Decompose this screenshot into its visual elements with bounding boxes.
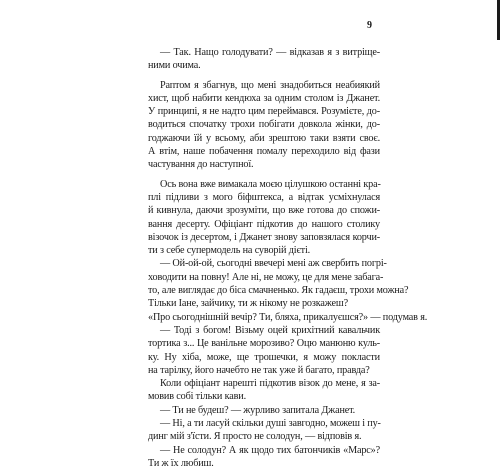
text-line: Коли офіціант нарешті підкотив візок до мене, я за- [160, 378, 380, 390]
paragraph [148, 178, 428, 470]
paragraph [148, 46, 380, 73]
page-number: 9 [367, 20, 372, 31]
text-line: годжаючи їй у всьому, аби зрештою таки взяти своє. [148, 132, 380, 144]
text-line: мовив собі тільки кави. [148, 391, 246, 403]
text-line: вання десерту. Офіціант підкотив до нашого столику [148, 218, 380, 230]
text-line: водиться спочатку трохи побігати довкола жінки, до- [148, 119, 380, 131]
text-line: — Ой-ой-ой, сьогодні ввечері мені аж свербить погрі- [160, 258, 387, 270]
text-line: Тільки Іане, зайчику, ти ж нікому не розкажеш? [148, 298, 348, 310]
text-line: динг мій з'їсти. Я просто не солодун, — відповів я. [148, 431, 362, 443]
paragraph [148, 79, 380, 172]
text-line: — Не солодун? А як щодо тих батончиків «Марс»? [160, 444, 380, 456]
text-line: А втім, наше побачення помалу переходило від фази [148, 146, 380, 158]
text-line: й кивнула, даючи зрозуміти, що вже готова до спожи- [148, 205, 380, 217]
text-line: Ти ж їх любиш. [148, 457, 214, 469]
body-text [148, 46, 428, 470]
text-line: ку. Ну хіба, може, ще трошечки, я можу покласти [148, 351, 380, 363]
text-line: частування до наступної. [148, 159, 254, 171]
text-line: тортика з... Це ванільне морозиво? Оцю манюню куль- [148, 338, 380, 350]
text-line: — Ні, а ти ласуй скільки душі завгодно, можеш і пу- [160, 418, 381, 430]
text-line: Ось вона вже вимакала моєю цілушкою останні кра- [160, 178, 381, 190]
text-line: плі підливи з мого біфштекса, а відтак усміхнулася [148, 191, 380, 203]
text-line: візочок із десертом, і Джанет знову заповзялася корчи- [148, 231, 380, 243]
text-line: ти з себе супермодель на суворій дієті. [148, 245, 311, 257]
text-line: ними очима. [148, 60, 201, 72]
text-line: Раптом я збагнув, що мені знадобиться неабиякий [160, 79, 380, 91]
text-line: то, але виглядає до біса смачненько. Як гадаєш, трохи можна? [148, 285, 409, 297]
text-line: на тарілку, його начебто не так уже й багато, правда? [148, 364, 370, 376]
text-line: — Так. Нащо голодувати? — відказав я з витріще- [160, 47, 380, 58]
text-line: хист, щоб набити кендюха за одним столом із Джанет. [148, 92, 380, 104]
text-line: ховодити на повну! Але ні, не можу, це для мене забага- [148, 271, 384, 283]
text-line: «Про сьогоднішній вечір? Ти, бляха, прикалуєшся?» — подумав я. [148, 311, 428, 323]
text-line: — Ти не будеш? — журливо запитала Джанет. [160, 404, 356, 416]
text-line: У принципі, я не надто цим переймався. Розумієте, до- [148, 106, 380, 118]
text-line: — Тоді з богом! Візьму оцей крихітний кавальчик [160, 324, 380, 336]
